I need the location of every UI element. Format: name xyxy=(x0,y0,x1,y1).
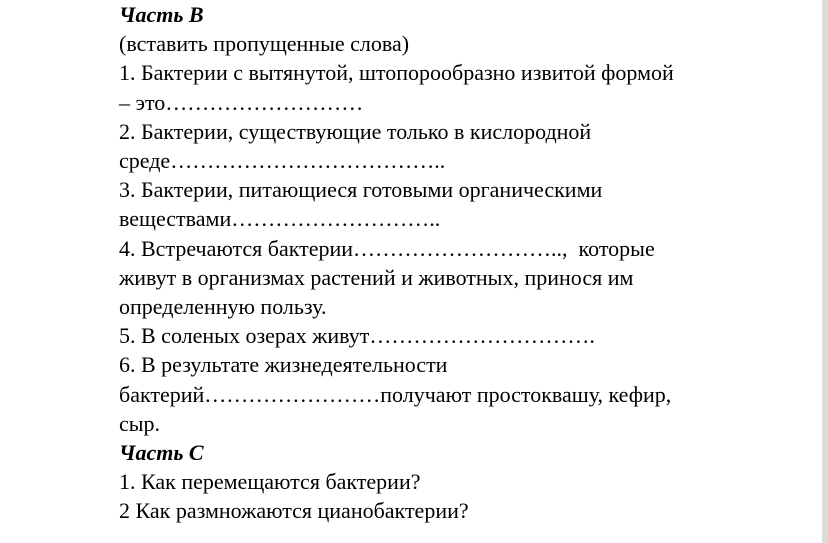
question-6-line-1: 6. В результате жизнедеятельности xyxy=(119,352,448,378)
part-c-question-1: 1. Как перемещаются бактерии? xyxy=(119,469,421,495)
part-b-instruction: (вставить пропущенные слова) xyxy=(119,31,410,57)
question-2-line-2: среде……………………………….. xyxy=(119,148,446,174)
question-4-line-3: определенную пользу. xyxy=(119,294,327,320)
question-1-line-2: – это……………………… xyxy=(119,89,364,115)
part-c-heading: Часть С xyxy=(119,440,204,466)
document-body xyxy=(119,0,819,526)
question-3-line-2: веществами……………………….. xyxy=(119,206,441,232)
question-4-line-1: 4. Встречаются бактерии……………………….., которые xyxy=(119,235,655,261)
question-3-line-1: 3. Бактерии, питающиеся готовыми органическими xyxy=(119,177,603,203)
question-1-line-1: 1. Бактерии с вытянутой, штопорообразно извитой формой xyxy=(119,60,674,86)
question-4-line-2: живут в организмах растений и животных, принося им xyxy=(119,264,634,290)
question-2-line-1: 2. Бактерии, существующие только в кислородной xyxy=(119,118,592,144)
part-b-heading: Часть В xyxy=(119,2,204,27)
question-6-line-2: бактерий……………………получают простоквашу, кефир, xyxy=(119,381,672,407)
question-5-line-1: 5. В соленых озерах живут…………………………. xyxy=(119,323,595,349)
question-6-line-3: сыр. xyxy=(119,410,161,436)
part-c-question-2: 2 Как размножаются цианобактерии? xyxy=(119,498,469,524)
page-edge xyxy=(822,0,828,543)
